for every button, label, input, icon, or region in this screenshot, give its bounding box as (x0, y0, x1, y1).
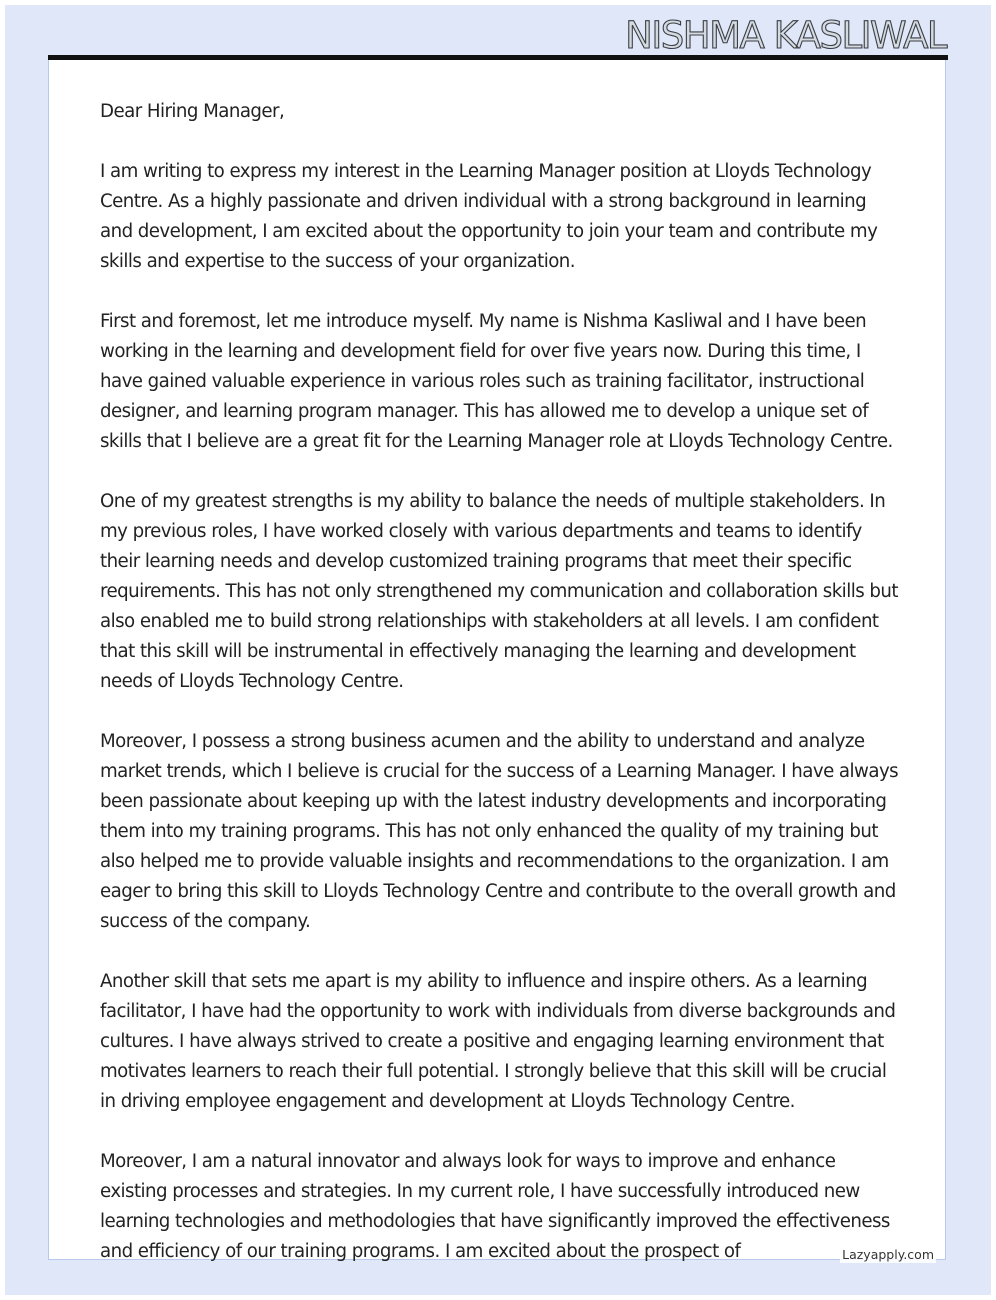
letter-paragraph-4: Moreover, I possess a strong business acumen and the ability to understand and analyze market trends, which I believe is crucial for the success of a Learning Manager. I have always been passionate about keeping up with the latest industry developments and incorporating them into my training programs. This has not only enhanced the quality of my training but also helped me to provide valuable insights and recommendations to the organization. I am eager to bring this skill to Lloyds Technology Centre and contribute to the overall growth and success of the company. (100, 731, 899, 932)
letter-paragraph-6: Moreover, I am a natural innovator and always look for ways to improve and enhance existing processes and strategies. In my current role, I have successfully introduced new learning technologies and methodologies that have significantly improved the effectiveness and efficiency of our training programs. I am excited about the prospect of (100, 1151, 890, 1262)
applicant-name: NISHMA KASLIWAL (625, 14, 946, 57)
cover-letter-body (100, 97, 900, 1297)
letter-paragraph-1: I am writing to express my interest in the Learning Manager position at Lloyds Technology Centre. As a highly passionate and driven individual with a strong background in learning and development, I am excited about the opportunity to join your team and contribute my skills and expertise to the success of your organization. (100, 161, 878, 272)
letter-paragraph-2: First and foremost, let me introduce myself. My name is Nishma Kasliwal and I have been working in the learning and development field for over five years now. During this time, I have gained valuable experience in various roles such as training facilitator, instructional designer, and learning program manager. This has allowed me to develop a unique set of skills that I believe are a great fit for the Learning Manager role at Lloyds Technology Centre. (100, 311, 893, 452)
letter-paragraph-5: Another skill that sets me apart is my ability to influence and inspire others. As a learning facilitator, I have had the opportunity to work with individuals from diverse backgrounds and cultures. I have always strived to create a positive and engaging learning environment that motivates learners to reach their full potential. I strongly believe that this skill will be crucial in driving employee engagement and development at Lloyds Technology Centre. (100, 971, 896, 1112)
watermark-text: Lazyapply.com (842, 1247, 934, 1262)
letter-greeting: Dear Hiring Manager, (100, 101, 285, 122)
letter-paragraph-3: One of my greatest strengths is my ability to balance the needs of multiple stakeholders. In my previous roles, I have worked closely with various departments and teams to identify their learning needs and develop customized training programs that meet their specific requirements. This has not only strengthened my communication and collaboration skills but also enabled me to build strong relationships with stakeholders at all levels. I am confident that this skill will be instrumental in effectively managing the learning and development needs of Lloyds Technology Centre. (100, 491, 898, 692)
